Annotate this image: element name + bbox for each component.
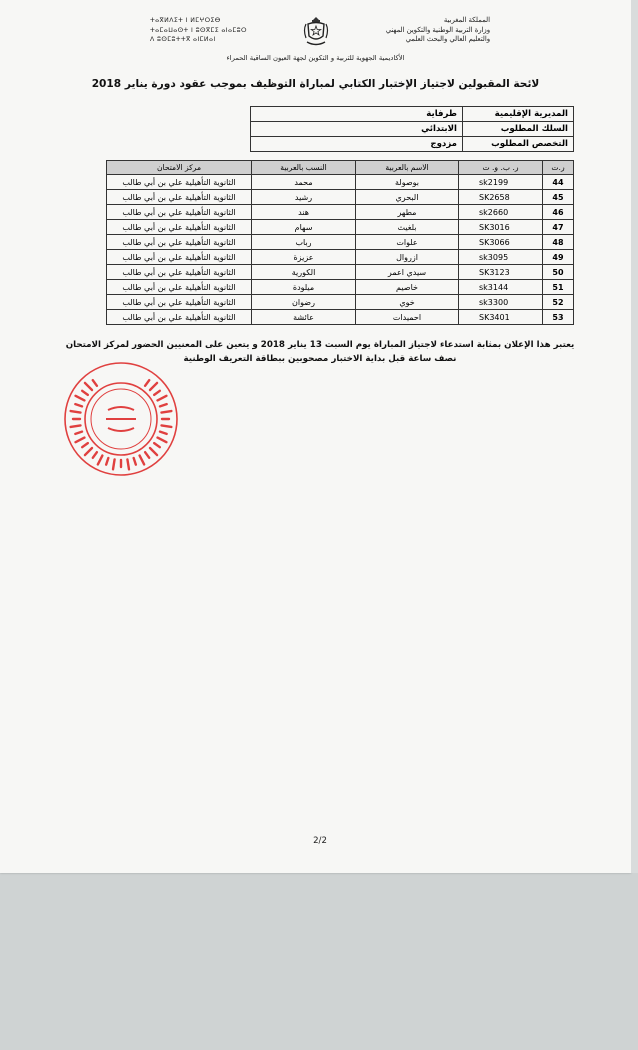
candidates-table <box>106 160 574 325</box>
header-line: ⵜⴰⴳⵍⴷⵉⵜ ⵏ ⵍⵎⵖⵔⵉⴱ <box>150 17 221 24</box>
cell-last-name: خوي <box>356 295 459 310</box>
cell-number: 51 <box>543 280 574 295</box>
info-key: السلك المطلوب <box>463 122 574 137</box>
cell-first-name: محمد <box>252 175 356 190</box>
header-code: ر. ب. و. ت <box>459 161 543 175</box>
cell-code: SK3016 <box>459 220 543 235</box>
cell-code: sk3300 <box>459 295 543 310</box>
cell-exam-center: الثانوية التأهيلية علي بن أبي طالب <box>107 220 252 235</box>
table-row <box>107 265 574 280</box>
cell-last-name: علوات <box>356 235 459 250</box>
page-number: 2/2 <box>313 836 327 846</box>
cell-number: 50 <box>543 265 574 280</box>
cell-code: SK3066 <box>459 235 543 250</box>
cell-exam-center: الثانوية التأهيلية علي بن أبي طالب <box>107 205 252 220</box>
cell-exam-center: الثانوية التأهيلية علي بن أبي طالب <box>107 175 252 190</box>
info-row <box>251 107 574 122</box>
table-row <box>107 295 574 310</box>
page-edge <box>631 0 638 873</box>
cell-last-name: سيدي اعمر <box>356 265 459 280</box>
cell-exam-center: الثانوية التأهيلية علي بن أبي طالب <box>107 190 252 205</box>
cell-last-name: البحري <box>356 190 459 205</box>
header-first-name: النسب بالعربية <box>252 161 356 175</box>
official-stamp <box>62 360 180 478</box>
header-line: وزارة التربية الوطنية والتكوين المهني <box>385 25 490 34</box>
info-value: مزدوج <box>251 137 463 152</box>
cell-number: 48 <box>543 235 574 250</box>
info-row <box>251 122 574 137</box>
cell-number: 52 <box>543 295 574 310</box>
cell-exam-center: الثانوية التأهيلية علي بن أبي طالب <box>107 235 252 250</box>
cell-number: 45 <box>543 190 574 205</box>
cell-last-name: بوصولة <box>356 175 459 190</box>
cell-last-name: ازروال <box>356 250 459 265</box>
cell-code: sk3144 <box>459 280 543 295</box>
table-row <box>107 205 574 220</box>
cell-exam-center: الثانوية التأهيلية علي بن أبي طالب <box>107 265 252 280</box>
info-value: الابتدائي <box>251 122 463 137</box>
cell-first-name: رضوان <box>252 295 356 310</box>
cell-number: 47 <box>543 220 574 235</box>
cell-exam-center: الثانوية التأهيلية علي بن أبي طالب <box>107 295 252 310</box>
info-table <box>250 106 574 152</box>
academy-name: الأكاديمية الجهوية للتربية و التكوين لجهة العيون الساقية الحمراء <box>226 54 405 62</box>
cell-number: 53 <box>543 310 574 325</box>
cell-first-name: عزيزة <box>252 250 356 265</box>
info-key: المديرية الإقليمية <box>463 107 574 122</box>
cell-exam-center: الثانوية التأهيلية علي بن أبي طالب <box>107 250 252 265</box>
cell-first-name: هند <box>252 205 356 220</box>
cell-last-name: احميدات <box>356 310 459 325</box>
header-line: ⴷ ⵓⵙⵎⵓⵜⵜⴳ ⴰⵏⵎⵍⴰⵏ <box>150 36 216 43</box>
cell-first-name: عائشة <box>252 310 356 325</box>
ministry-header-tifinagh <box>150 16 300 45</box>
table-header-row <box>107 161 574 175</box>
cell-number: 46 <box>543 205 574 220</box>
info-row <box>251 137 574 152</box>
cell-last-name: مطهر <box>356 205 459 220</box>
document-title: لائحة المقبولين لاجتياز الإختبار الكتابي لمباراة التوظيف بموجب عقود دورة يناير 2018 <box>91 78 540 90</box>
convocation-notice: يعتبر هذا الإعلان بمثابة استدعاء لاجتياز المباراة يوم السبت 13 يناير 2018 و يتعين على المعنيين الحضور لمركز الامتحان نصف ساعة قبل بداية الاختبار مصحوبين ببطاقة التعريف الوطنية <box>65 340 575 364</box>
info-value: طرفاية <box>251 107 463 122</box>
ministry-header-arabic <box>340 16 490 45</box>
cell-first-name: رشيد <box>252 190 356 205</box>
cell-number: 49 <box>543 250 574 265</box>
cell-code: sk3095 <box>459 250 543 265</box>
header-line: والتعليم العالي والبحث العلمي <box>405 35 490 43</box>
cell-code: sk2199 <box>459 175 543 190</box>
cell-code: SK3123 <box>459 265 543 280</box>
header-number: ر.ت <box>543 161 574 175</box>
table-row <box>107 175 574 190</box>
cell-exam-center: الثانوية التأهيلية علي بن أبي طالب <box>107 310 252 325</box>
table-row <box>107 220 574 235</box>
cell-first-name: الكورية <box>252 265 356 280</box>
cell-code: SK3401 <box>459 310 543 325</box>
header-line: المملكة المغربية <box>443 16 490 24</box>
table-row <box>107 235 574 250</box>
cell-first-name: ميلودة <box>252 280 356 295</box>
table-row <box>107 250 574 265</box>
cell-last-name: خاصيم <box>356 280 459 295</box>
header-line: ⵜⴰⵎⴰⵡⴰⵙⵜ ⵏ ⵓⵙⴳⵎⵉ ⴰⵏⴰⵎⵓⵔ <box>150 26 247 34</box>
cell-exam-center: الثانوية التأهيلية علي بن أبي طالب <box>107 280 252 295</box>
info-key: التخصص المطلوب <box>463 137 574 152</box>
cell-last-name: بلغيث <box>356 220 459 235</box>
header-exam-center: مركز الامتحان <box>107 161 252 175</box>
cell-number: 44 <box>543 175 574 190</box>
table-row <box>107 310 574 325</box>
coat-of-arms-icon <box>301 14 331 48</box>
cell-first-name: سهام <box>252 220 356 235</box>
table-row <box>107 190 574 205</box>
cell-first-name: رباب <box>252 235 356 250</box>
cell-code: sk2660 <box>459 205 543 220</box>
table-row <box>107 280 574 295</box>
cell-code: SK2658 <box>459 190 543 205</box>
header-last-name: الاسم بالعربية <box>356 161 459 175</box>
